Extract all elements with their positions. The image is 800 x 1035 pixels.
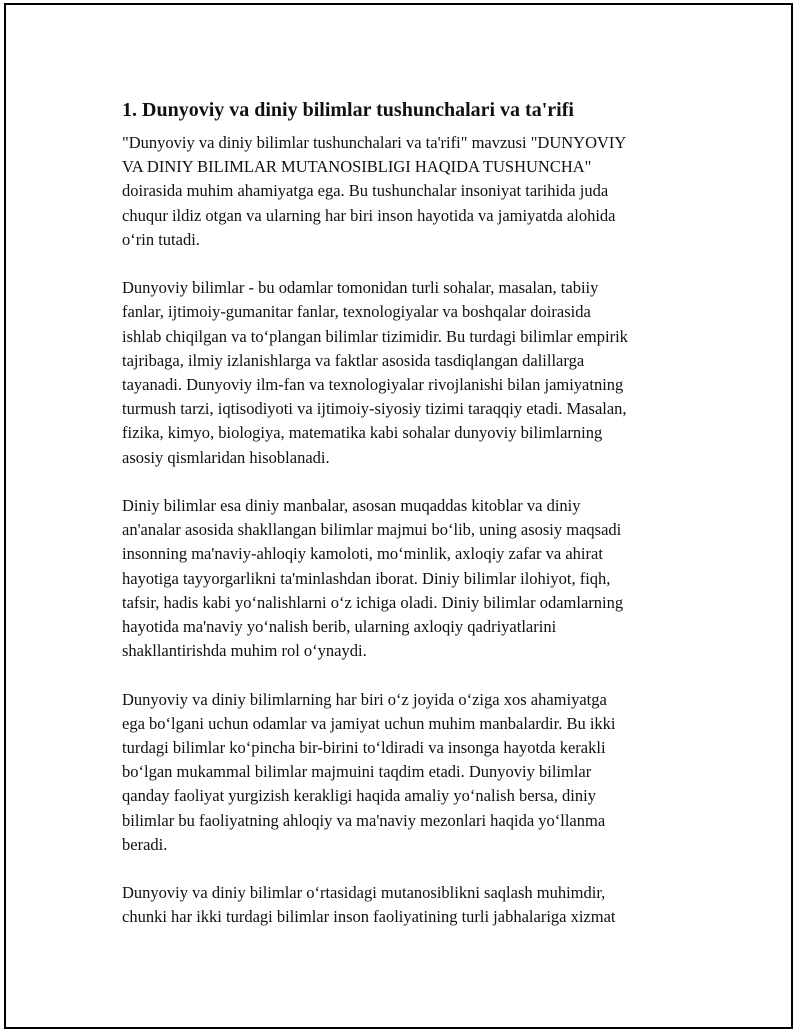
document-page	[4, 3, 793, 1029]
paragraph-3: Diniy bilimlar esa diniy manbalar, asosan muqaddas kitoblar va diniy an'analar asosida shakllangan bilimlar majmui bo‘lib, uning asosiy maqsadi insonning ma'naviy-ahloqiy kamoloti, mo‘minlik, axloqiy zafar va ahirat hayotiga tayyorgarlikni ta'minlashdan iborat. Diniy bilimlar ilohiyot, fiqh, tafsir, hadis kabi yo‘nalishlarni o‘z ichiga oladi. Diniy bilimlar odamlarning hayotida ma'naviy yo‘nalish berib, ularning axloqiy qadriyatlarini shakllantirishda muhim rol o‘ynaydi.	[122, 496, 624, 661]
document-body	[122, 97, 690, 954]
paragraph-5: Dunyoviy va diniy bilimlar o‘rtasidagi mutanosiblikni saqlash muhimdir, chunki har ikki turdagi bilimlar inson faoliyatining turli jabhalariga xizmat	[122, 883, 616, 927]
paragraph-2: Dunyoviy bilimlar - bu odamlar tomonidan turli sohalar, masalan, tabiiy fanlar, ijtimoiy-gumanitar fanlar, texnologiyalar va boshqalar doirasida ishlab chiqilgan va to‘plangan bilimlar tizimidir. Bu turdagi bilimlar empirik tajribaga, ilmiy izlanishlarga va faktlar asosida tasdiqlangan dalillarga tayanadi. Dunyoviy ilm-fan va texnologiyalar rivojlanishi bilan jamiyatning turmush tarzi, iqtisodiyoti va ijtimoiy-siyosiy tizimi taraqqiy etadi. Masalan, fizika, kimyo, biologiya, matematika kabi sohalar dunyoviy bilimlarning asosiy qismlaridan hisoblanadi.	[122, 278, 628, 467]
section-heading: 1. Dunyoviy va diniy bilimlar tushunchalari va ta'rifi	[122, 99, 574, 121]
paragraph-1: "Dunyoviy va diniy bilimlar tushunchalari va ta'rifi" mavzusi "DUNYOVIY VA DINIY BILIMLAR MUTANOSIBLIGI HAQIDA TUSHUNCHA" doirasida muhim ahamiyatga ega. Bu tushunchalar insoniyat tarihida juda chuqur ildiz otgan va ularning har biri inson hayotida va jamiyatda alohida o‘rin tutadi.	[122, 133, 627, 249]
paragraph-4: Dunyoviy va diniy bilimlarning har biri o‘z joyida o‘ziga xos ahamiyatga ega bo‘lgani uchun odamlar va jamiyat uchun muhim manbalardir. Bu ikki turdagi bilimlar ko‘pincha bir-birini to‘ldiradi va insonga hayotda kerakli bo‘lgan mukammal bilimlar majmuini taqdim etadi. Dunyoviy bilimlar qanday faoliyat yurgizish kerakligi haqida amaliy yo‘nalish bersa, diniy bilimlar bu faoliyatning ahloqiy va ma'naviy mezonlari haqida yo‘llanma beradi.	[122, 689, 616, 854]
